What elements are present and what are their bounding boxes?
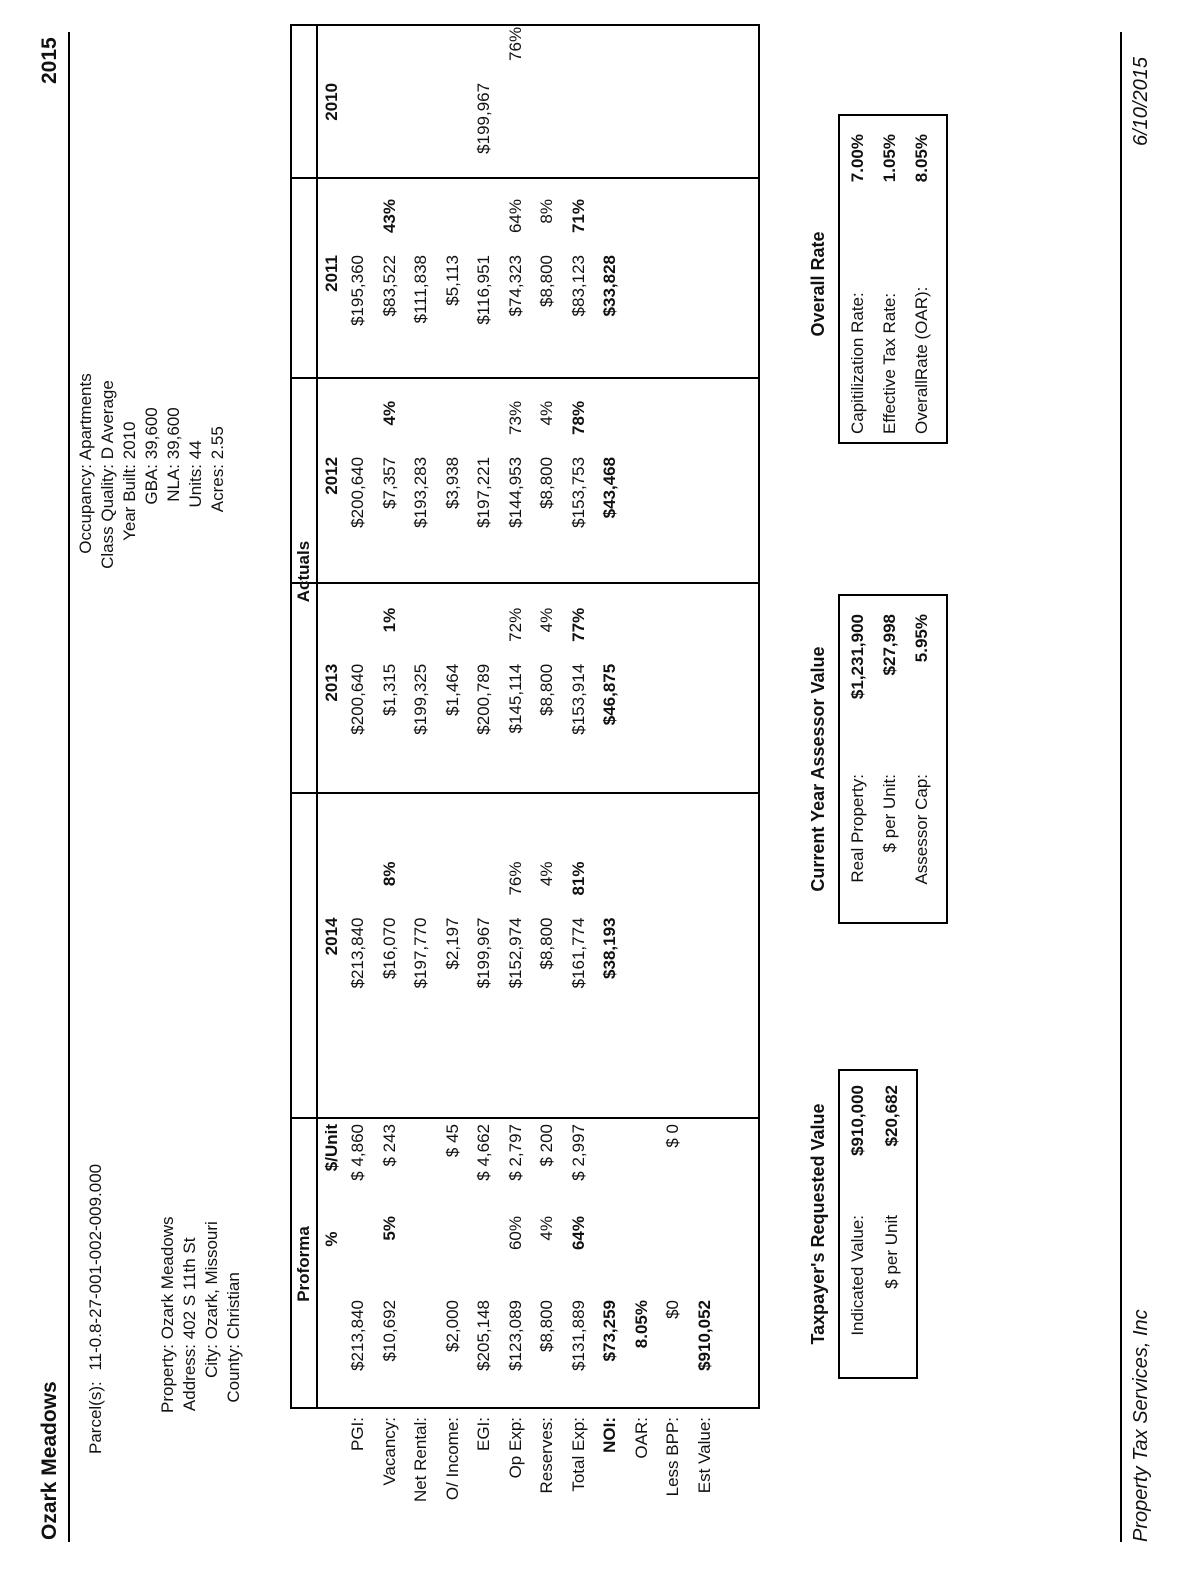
county-label: County: bbox=[224, 1344, 243, 1403]
taxpayer-box bbox=[838, 1069, 918, 1379]
year-value: $8,800 bbox=[537, 663, 556, 716]
proforma-title: Proforma bbox=[294, 1226, 313, 1302]
detail-label: GBA: bbox=[142, 464, 161, 505]
actuals-title: Actuals bbox=[294, 540, 313, 603]
detail-row bbox=[76, 373, 98, 574]
proforma-unit: $ 4,662 bbox=[474, 1124, 493, 1181]
taxpayer-row bbox=[848, 1085, 868, 1365]
detail-row bbox=[186, 373, 208, 574]
year-value: $38,193 bbox=[600, 917, 619, 979]
year-pct: 78% bbox=[568, 400, 588, 435]
year-header: 2011 bbox=[322, 255, 341, 292]
year-value: $200,640 bbox=[348, 663, 367, 735]
proforma-value: $73,259 bbox=[600, 1300, 619, 1362]
year-value: $7,357 bbox=[379, 456, 399, 509]
parcel-label: Parcel(s): bbox=[86, 1381, 105, 1454]
detail-value: D Average bbox=[98, 380, 117, 460]
year-header: 2010 bbox=[322, 82, 341, 121]
detail-value: 39,600 bbox=[164, 407, 183, 460]
row-label: Total Exp: bbox=[568, 1417, 588, 1492]
detail-row bbox=[120, 373, 142, 574]
assessor-value: $27,998 bbox=[880, 614, 899, 676]
detail-row bbox=[164, 373, 186, 574]
proforma-unit: $ 2,997 bbox=[568, 1124, 588, 1181]
row-label: Less BPP: bbox=[663, 1417, 682, 1497]
year-pct: 8% bbox=[379, 861, 399, 887]
overall-row bbox=[880, 134, 900, 434]
year-value: $43,468 bbox=[600, 456, 619, 519]
detail-value: 39,600 bbox=[142, 407, 161, 460]
proforma-value: $131,889 bbox=[568, 1300, 588, 1371]
county-row bbox=[224, 1216, 246, 1424]
overall-value: 7.00% bbox=[848, 134, 867, 183]
proforma-unit: $ 4,860 bbox=[348, 1124, 367, 1181]
overall-rate-title: Overall Rate bbox=[808, 231, 828, 337]
row-label: Reserves: bbox=[537, 1417, 556, 1494]
detail-value: 2010 bbox=[120, 421, 139, 460]
year-pct: 71% bbox=[568, 199, 588, 234]
proforma-value: $10,692 bbox=[379, 1300, 399, 1362]
overall-value: 8.05% bbox=[912, 134, 931, 183]
proforma-unit: $ 243 bbox=[379, 1124, 399, 1167]
year-value: $3,938 bbox=[442, 456, 462, 509]
footer-date: 6/10/2015 bbox=[1130, 57, 1152, 146]
detail-value: 2.55 bbox=[208, 426, 227, 460]
taxpayer-value: $910,000 bbox=[848, 1085, 867, 1156]
city-row bbox=[202, 1216, 224, 1424]
detail-label: Units: bbox=[186, 464, 205, 508]
year-value: $199,967 bbox=[474, 82, 493, 154]
proforma-unit-header: $/Unit bbox=[322, 1124, 341, 1172]
taxpayer-row bbox=[882, 1085, 902, 1365]
income-table bbox=[290, 24, 760, 1544]
year-value: $83,123 bbox=[568, 255, 588, 317]
assessor-value: 5.95% bbox=[912, 614, 931, 663]
parcel-value: 11-0.8-27-001-002-009.000 bbox=[86, 1163, 105, 1371]
proforma-value: $123,089 bbox=[505, 1300, 525, 1371]
year-value: $152,974 bbox=[505, 917, 525, 989]
year-value: $8,800 bbox=[537, 917, 556, 970]
proforma-value: 8.05% bbox=[631, 1300, 651, 1349]
proforma-pct: 5% bbox=[379, 1216, 399, 1241]
year-value: $197,221 bbox=[474, 456, 493, 528]
overall-row bbox=[848, 134, 868, 434]
year-pct: 4% bbox=[537, 607, 556, 633]
year-header: 2012 bbox=[322, 456, 341, 495]
assessor-label: Assessor Cap: bbox=[912, 774, 931, 885]
overall-value: 1.05% bbox=[880, 134, 899, 183]
year-value: $5,113 bbox=[442, 255, 462, 306]
row-label: Vacancy: bbox=[379, 1417, 399, 1486]
proforma-unit: $ 0 bbox=[663, 1124, 682, 1148]
proforma-pct: 4% bbox=[537, 1216, 556, 1241]
year-pct: 76% bbox=[505, 861, 525, 896]
city-value: Ozark, Missouri bbox=[202, 1221, 221, 1340]
year-pct: 76% bbox=[505, 26, 525, 61]
taxpayer-label: Indicated Value: bbox=[848, 1215, 867, 1336]
address-label: Address: bbox=[180, 1344, 199, 1412]
property-row bbox=[158, 1216, 180, 1424]
year-pct: 43% bbox=[379, 199, 399, 234]
address-row bbox=[180, 1216, 202, 1424]
property-label: Property: bbox=[158, 1344, 177, 1413]
assessor-label: Real Property: bbox=[848, 774, 867, 883]
header-bar bbox=[30, 32, 70, 1542]
detail-label: NLA: bbox=[164, 464, 183, 502]
year-value: $193,283 bbox=[411, 456, 430, 528]
year-value: $16,070 bbox=[379, 917, 399, 979]
year-value: $1,464 bbox=[442, 663, 462, 716]
proforma-pct-header: % bbox=[322, 1231, 341, 1247]
group-title-rule bbox=[316, 24, 318, 1409]
parcel-line bbox=[86, 1164, 106, 1454]
detail-row bbox=[208, 373, 230, 574]
taxpayer-title: Taxpayer's Requested Value bbox=[808, 1103, 828, 1345]
year-value: $213,840 bbox=[348, 917, 367, 989]
year-pct: 77% bbox=[568, 607, 588, 642]
report-year: 2015 bbox=[38, 37, 61, 84]
year-value: $153,914 bbox=[568, 663, 588, 735]
year-header: 2014 bbox=[322, 917, 341, 956]
detail-value: 44 bbox=[186, 440, 205, 460]
overall-rate-box bbox=[838, 114, 948, 444]
proforma-unit: $ 200 bbox=[537, 1124, 556, 1167]
column-divider bbox=[290, 177, 760, 179]
overall-label: Capitilization Rate: bbox=[848, 292, 867, 434]
address-value: 402 S 11th St bbox=[180, 1237, 199, 1340]
year-pct: 4% bbox=[537, 400, 556, 426]
assessor-row bbox=[848, 614, 868, 914]
proforma-unit: $ 45 bbox=[442, 1124, 462, 1158]
year-pct: 73% bbox=[505, 400, 525, 435]
year-pct: 1% bbox=[379, 607, 399, 633]
proforma-value: $213,840 bbox=[348, 1300, 367, 1371]
row-label: O/ Income: bbox=[442, 1417, 462, 1501]
detail-label: Occupancy: bbox=[76, 464, 95, 554]
year-value: $195,360 bbox=[348, 255, 367, 326]
assessor-value: $1,231,900 bbox=[848, 614, 867, 700]
year-value: $199,967 bbox=[474, 917, 493, 989]
year-value: $8,800 bbox=[537, 255, 556, 307]
year-value: $145,114 bbox=[505, 663, 525, 734]
year-value: $8,800 bbox=[537, 456, 556, 509]
details-block bbox=[76, 373, 230, 574]
year-pct: 81% bbox=[568, 861, 588, 896]
year-pct: 4% bbox=[379, 400, 399, 426]
year-header: 2013 bbox=[322, 663, 341, 702]
proforma-value: $910,052 bbox=[694, 1300, 714, 1371]
detail-label: Acres: bbox=[208, 464, 227, 513]
proforma-value: $0 bbox=[663, 1300, 682, 1319]
year-value: $2,197 bbox=[442, 917, 462, 970]
taxpayer-value: $20,682 bbox=[882, 1085, 901, 1147]
year-value: $33,828 bbox=[600, 255, 619, 317]
year-pct: 72% bbox=[505, 607, 525, 642]
overall-label: Effective Tax Rate: bbox=[880, 292, 899, 434]
taxpayer-label: $ per Unit bbox=[882, 1215, 901, 1289]
detail-value: Apartments bbox=[76, 373, 95, 461]
row-label: Est Value: bbox=[694, 1417, 714, 1494]
row-label: NOI: bbox=[600, 1417, 619, 1453]
assessor-row bbox=[880, 614, 900, 914]
year-value: $144,953 bbox=[505, 456, 525, 528]
detail-row bbox=[142, 373, 164, 574]
year-pct: 64% bbox=[505, 199, 525, 234]
assessor-box bbox=[838, 594, 948, 924]
assessor-label: $ per Unit: bbox=[880, 774, 899, 853]
year-pct: 8% bbox=[537, 199, 556, 224]
year-value: $74,323 bbox=[505, 255, 525, 317]
row-label: EGI: bbox=[474, 1417, 493, 1452]
property-value: Ozark Meadows bbox=[158, 1216, 177, 1340]
year-value: $161,774 bbox=[568, 917, 588, 989]
assessor-row bbox=[912, 614, 932, 914]
year-value: $200,640 bbox=[348, 456, 367, 528]
proforma-value: $205,148 bbox=[474, 1300, 493, 1371]
year-value: $111,838 bbox=[411, 255, 430, 324]
proforma-pct: 64% bbox=[568, 1216, 588, 1251]
year-value: $153,753 bbox=[568, 456, 588, 528]
row-label: Op Exp: bbox=[505, 1417, 525, 1479]
year-value: $46,875 bbox=[600, 663, 619, 726]
overall-label: OverallRate (OAR): bbox=[912, 286, 931, 434]
proforma-unit: $ 2,797 bbox=[505, 1124, 525, 1181]
proforma-value: $8,800 bbox=[537, 1300, 556, 1352]
year-value: $116,951 bbox=[474, 255, 493, 325]
property-block bbox=[158, 1216, 246, 1424]
year-value: $199,325 bbox=[411, 663, 430, 735]
year-pct: 4% bbox=[537, 861, 556, 887]
detail-label: Year Built: bbox=[120, 464, 139, 541]
detail-row bbox=[98, 373, 120, 574]
county-value: Christian bbox=[224, 1272, 243, 1340]
row-label: Net Rental: bbox=[411, 1417, 430, 1503]
year-value: $200,789 bbox=[474, 663, 493, 735]
proforma-value: $2,000 bbox=[442, 1300, 462, 1352]
city-label: City: bbox=[202, 1344, 221, 1378]
row-label: OAR: bbox=[631, 1417, 651, 1459]
assessor-title: Current Year Assessor Value bbox=[808, 646, 828, 892]
overall-row bbox=[912, 134, 932, 434]
footer-company: Property Tax Services, Inc bbox=[1130, 1309, 1152, 1542]
year-value: $197,770 bbox=[411, 917, 430, 989]
year-value: $1,315 bbox=[379, 663, 399, 716]
year-value: $83,522 bbox=[379, 255, 399, 317]
row-label: PGI: bbox=[348, 1417, 367, 1452]
proforma-pct: 60% bbox=[505, 1216, 525, 1251]
detail-label: Class Quality: bbox=[98, 464, 117, 569]
property-title: Ozark Meadows bbox=[38, 1381, 61, 1540]
footer-rule bbox=[1120, 32, 1122, 1542]
